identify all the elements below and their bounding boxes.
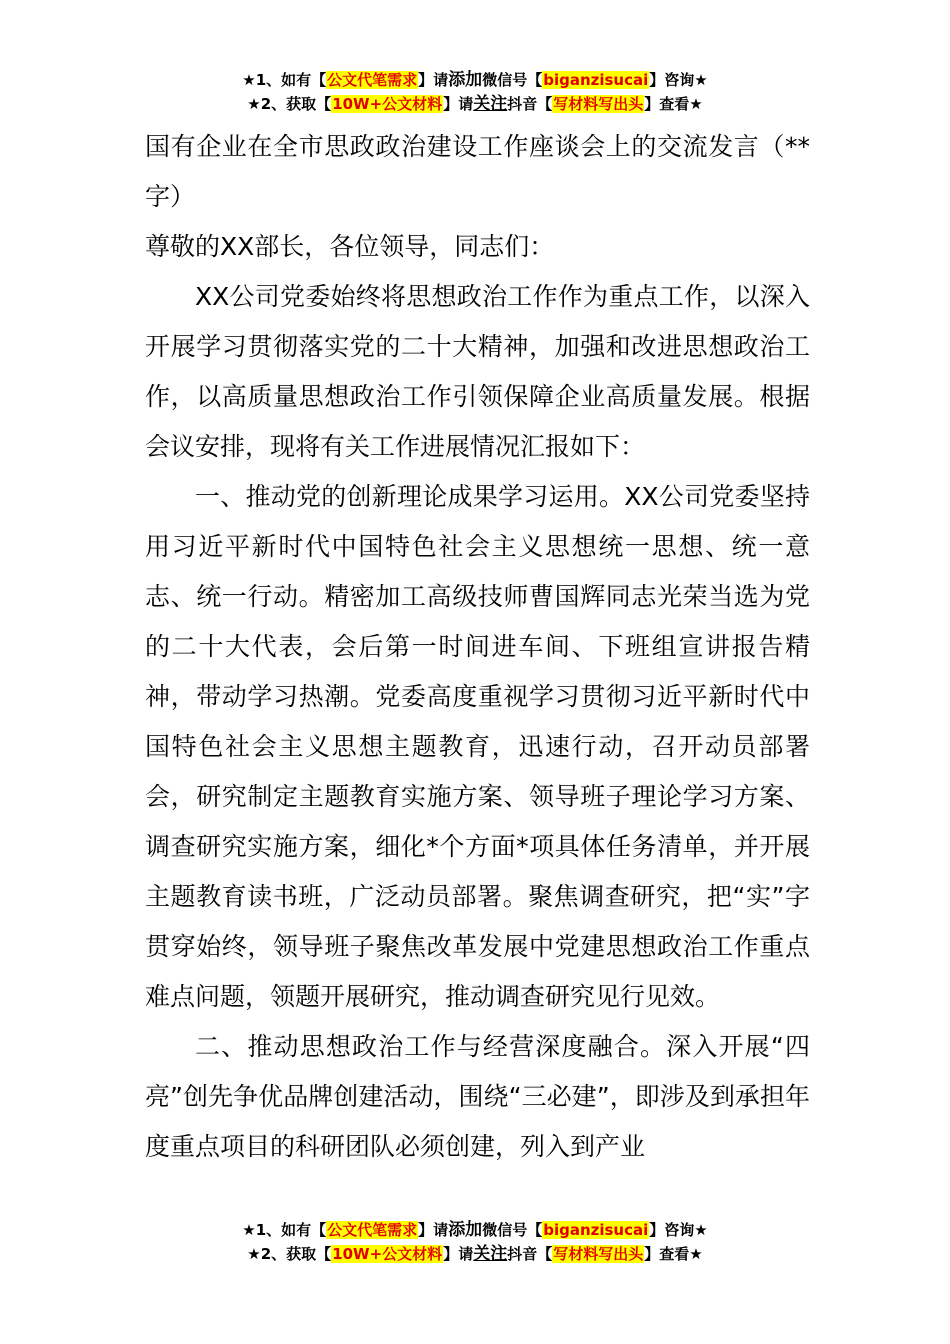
document-title: 国有企业在全市思政政治建设工作座谈会上的交流发言（**字） [145, 132, 810, 211]
promo-wechat-id: biganzisucai [543, 71, 649, 89]
promo-text: 抖音【 [507, 1245, 553, 1263]
promo-emphasis: 关注 [473, 1244, 508, 1264]
promo-text: ★2、获取【 [247, 95, 332, 113]
salutation: 尊敬的XX部长，各位领导，同志们： [145, 232, 555, 261]
promo-text: ★1、如有【 [242, 71, 327, 89]
promo-emphasis: 添加 [448, 70, 483, 90]
promo-text: 】请 [418, 1221, 449, 1239]
promo-text: 】请 [443, 1245, 474, 1263]
promo-highlight: 10W+公文材料 [332, 95, 443, 113]
paragraph-section-2: 二、推动思想政治工作与经营深度融合。深入开展“四亮”创先争优品牌创建活动，围绕“三必建”，即涉及到承担年度重点项目的科研团队必须创建，列入到产业 [145, 1032, 810, 1161]
promo-highlight: 10W+公文材料 [332, 1245, 443, 1263]
promo-text: 】咨询★ [649, 71, 708, 89]
promo-line-2 [0, 1242, 950, 1266]
promo-line-2 [0, 92, 950, 116]
promo-text: 】咨询★ [649, 1221, 708, 1239]
promo-text: ★2、获取【 [247, 1245, 332, 1263]
promo-highlight: 公文代笔需求 [327, 71, 418, 89]
promo-text: 】请 [443, 95, 474, 113]
promo-highlight: 写材料写出头 [553, 95, 644, 113]
paragraph-intro: XX公司党委始终将思想政治工作作为重点工作，以深入开展学习贯彻落实党的二十大精神，加强和改进思想政治工作，以高质量思想政治工作引领保障企业高质量发展。根据会议安排，现将有关工作进展情况汇报如下： [145, 282, 810, 461]
paragraph-section-1: 一、推动党的创新理论成果学习运用。XX公司党委坚持用习近平新时代中国特色社会主义思想统一思想、统一意志、统一行动。精密加工高级技师曹国辉同志光荣当选为党的二十大代表，会后第一时间进车间、下班组宣讲报告精神，带动学习热潮。党委高度重视学习贯彻习近平新时代中国特色社会主义思想主题教育，迅速行动，召开动员部署会，研究制定主题教育实施方案、领导班子理论学习方案、调查研究实施方案，细化*个方面*项具体任务清单，并开展主题教育读书班，广泛动员部署。聚焦调查研究，把“实”字贯穿始终，领导班子聚焦改革发展中党建思想政治工作重点难点问题，领题开展研究，推动调查研究见行见效。 [145, 482, 810, 1011]
promo-line-1 [0, 1218, 950, 1242]
promo-text: 微信号【 [482, 71, 543, 89]
document-body [145, 122, 810, 1172]
promo-text: 】查看★ [644, 95, 703, 113]
promo-highlight: 公文代笔需求 [327, 1221, 418, 1239]
promo-banner-bottom [0, 1218, 950, 1266]
promo-banner-top [0, 68, 950, 116]
promo-line-1 [0, 68, 950, 92]
promo-emphasis: 关注 [473, 94, 508, 114]
promo-emphasis: 添加 [448, 1220, 483, 1240]
promo-text: ★1、如有【 [242, 1221, 327, 1239]
promo-text: 抖音【 [507, 95, 553, 113]
promo-wechat-id: biganzisucai [543, 1221, 649, 1239]
promo-highlight: 写材料写出头 [553, 1245, 644, 1263]
promo-text: 微信号【 [482, 1221, 543, 1239]
promo-text: 】查看★ [644, 1245, 703, 1263]
promo-text: 】请 [418, 71, 449, 89]
